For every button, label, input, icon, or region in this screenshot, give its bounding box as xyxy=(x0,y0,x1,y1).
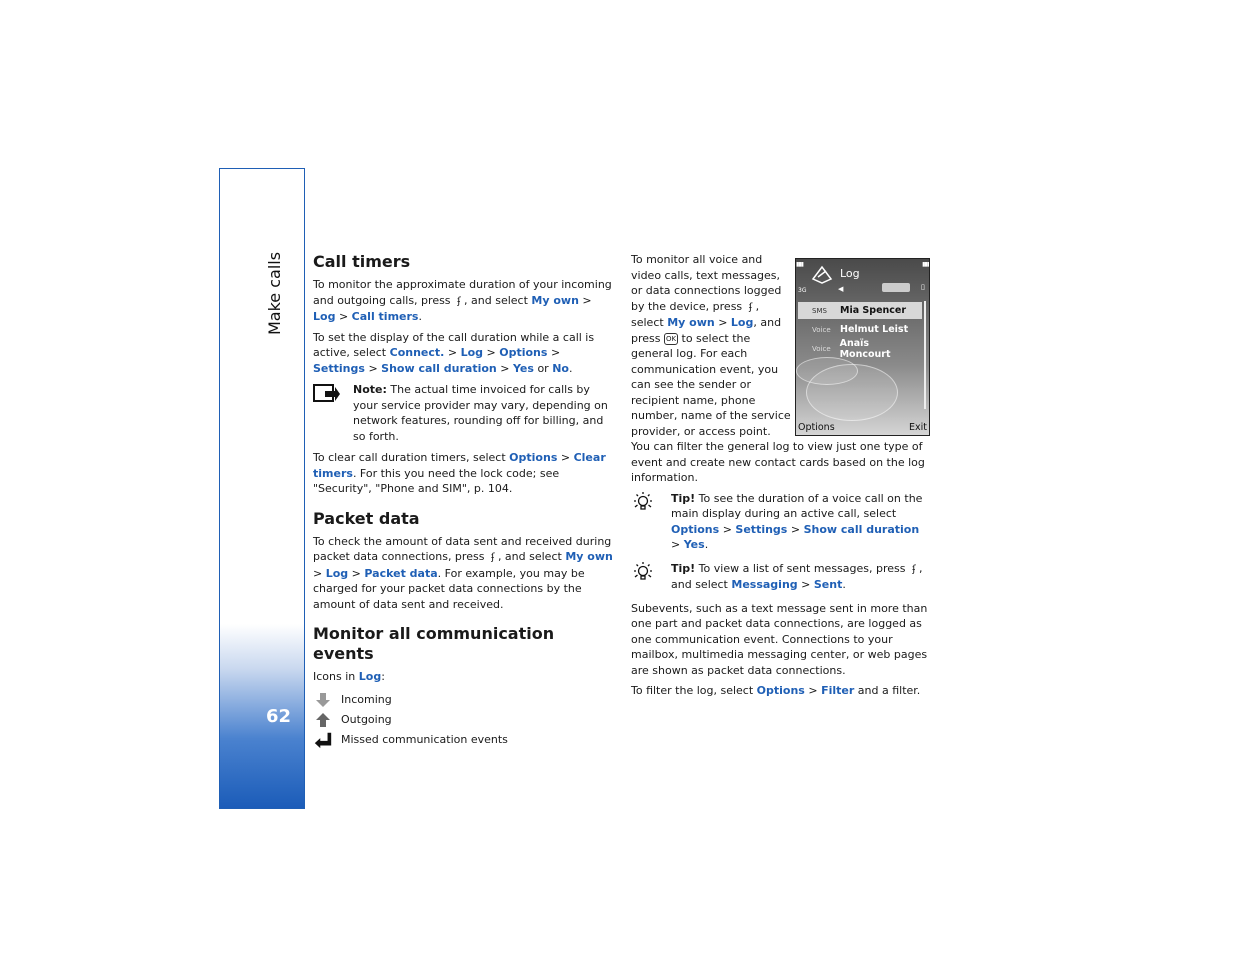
call-timers-para1 xyxy=(313,277,613,325)
subevents-para: Subevents, such as a text message sent in more than one part and packet data connections, are logged as one communication event. Connections to your mailbox, multimedia messaging center, or web pages are shown as packet data connections. xyxy=(631,601,928,677)
icon-legend-outgoing xyxy=(313,710,613,730)
text: or xyxy=(537,361,549,375)
tip-box-2 xyxy=(631,561,931,593)
separator: > xyxy=(368,361,378,375)
text: . xyxy=(704,538,709,551)
separator: > xyxy=(447,346,458,359)
link-settings[interactable]: Settings xyxy=(313,361,365,375)
link-log[interactable]: Log xyxy=(730,316,754,329)
log-app-icon xyxy=(810,265,834,285)
link-yes[interactable]: Yes xyxy=(683,538,705,551)
contact-name: Helmut Leist xyxy=(840,324,909,335)
link-connect[interactable]: Connect. xyxy=(389,346,445,359)
filter-para xyxy=(631,683,931,699)
text: , and press xyxy=(631,316,782,345)
text: , and select xyxy=(497,550,562,563)
event-type: SMS xyxy=(812,306,827,315)
text: To filter the log, select xyxy=(631,684,754,697)
link-my-own[interactable]: My own xyxy=(565,550,613,563)
text: : xyxy=(381,670,385,683)
text: To view a list of sent messages, press xyxy=(698,561,906,575)
page-number: 62 xyxy=(266,706,292,727)
left-column xyxy=(313,252,613,750)
text: , and select xyxy=(464,293,528,307)
note-icon xyxy=(313,382,343,444)
link-options[interactable]: Options xyxy=(671,522,720,536)
link-log[interactable]: Log xyxy=(325,566,349,580)
monitor-intro xyxy=(313,669,613,685)
log-row[interactable] xyxy=(798,302,922,319)
link-settings[interactable]: Settings xyxy=(735,522,788,536)
link-filter[interactable]: Filter xyxy=(821,684,855,697)
note-box xyxy=(313,382,613,444)
separator: > xyxy=(801,578,811,591)
separator: > xyxy=(671,538,681,551)
text: To check the amount of data sent and received during packet data connections, press xyxy=(313,534,612,563)
note-label: Note: xyxy=(353,383,387,396)
link-log[interactable]: Log xyxy=(358,670,382,683)
separator: > xyxy=(560,451,571,464)
text: The actual time invoiced for calls by your service provider may vary, depending on network features, rounding off for billing, and so forth. xyxy=(353,383,608,443)
tab-left-arrow-icon: ◀ xyxy=(838,285,844,293)
icon-label: Incoming xyxy=(341,692,392,706)
lightbulb-icon xyxy=(631,561,661,593)
icon-label: Missed communication events xyxy=(341,732,508,746)
chapter-title: Make calls xyxy=(265,251,284,335)
call-timers-para3 xyxy=(313,450,613,497)
text: , and select xyxy=(671,561,923,591)
link-call-timers[interactable]: Call timers xyxy=(351,310,419,323)
incoming-arrow-icon xyxy=(313,692,333,708)
text: Icons in xyxy=(313,670,356,683)
tip-label: Tip! xyxy=(671,561,696,575)
contact-name: Mia Spencer xyxy=(840,305,907,316)
link-log[interactable]: Log xyxy=(460,346,484,359)
text: and a filter. xyxy=(857,684,921,697)
link-my-own[interactable]: My own xyxy=(667,316,715,329)
menu-key-icon: ʄ xyxy=(912,563,916,575)
tip-label: Tip! xyxy=(671,491,696,505)
decorative-bubble xyxy=(796,357,858,385)
menu-key-icon: ʄ xyxy=(457,295,461,307)
text: To monitor the approximate duration of your incoming and outgoing calls, press xyxy=(313,278,612,307)
text: To see the duration of a voice call on the main display during an active call, select xyxy=(671,491,923,520)
link-messaging[interactable]: Messaging xyxy=(731,578,798,591)
separator: > xyxy=(351,566,361,580)
link-yes[interactable]: Yes xyxy=(512,361,534,375)
separator: > xyxy=(790,522,801,536)
separator: > xyxy=(722,522,732,536)
text: To clear call duration timers, select xyxy=(313,451,506,464)
icon-legend-missed xyxy=(313,730,613,750)
text: . xyxy=(418,310,422,323)
text: . xyxy=(842,578,846,591)
softkey-exit[interactable]: Exit xyxy=(909,422,927,433)
separator: > xyxy=(500,361,510,375)
contact-name: Anaïs Moncourt xyxy=(839,337,891,360)
battery-icon: ▮▮▮ xyxy=(922,261,929,268)
tip-text xyxy=(671,561,931,593)
log-row[interactable] xyxy=(798,321,922,338)
link-log[interactable]: Log xyxy=(313,310,336,323)
separator: > xyxy=(718,316,728,329)
text: . For example, you may be charged for your packet data connections by the amount of data sent and received. xyxy=(313,566,585,611)
link-options[interactable]: Options xyxy=(499,346,548,359)
text: , select xyxy=(631,299,760,329)
event-type: Voice xyxy=(812,325,831,334)
icon-label: Outgoing xyxy=(341,712,392,726)
separator: > xyxy=(313,566,323,580)
lightbulb-icon xyxy=(631,491,661,553)
heading-packet-data: Packet data xyxy=(313,508,420,528)
text: . xyxy=(568,361,573,375)
link-show-call-duration[interactable]: Show call duration xyxy=(381,361,497,375)
link-packet-data[interactable]: Packet data xyxy=(364,566,438,580)
link-no[interactable]: No xyxy=(552,361,569,375)
packet-data-para xyxy=(313,534,613,613)
outgoing-arrow-icon xyxy=(313,712,333,728)
phone-title: Log xyxy=(840,267,860,280)
event-type: Voice xyxy=(812,344,831,353)
missed-call-icon xyxy=(313,731,333,749)
tip-text xyxy=(671,491,931,553)
signal-strength-icon: ▮▮▮ xyxy=(796,261,803,268)
link-show-call-duration[interactable]: Show call duration xyxy=(803,522,920,536)
separator: > xyxy=(550,346,561,359)
tab-filter-icon xyxy=(882,283,910,292)
heading-monitor-events: Monitor all communication events xyxy=(313,624,555,663)
link-sent[interactable]: Sent xyxy=(813,578,843,591)
link-options[interactable]: Options xyxy=(509,451,558,464)
separator: > xyxy=(808,684,818,697)
icon-legend-incoming xyxy=(313,690,613,710)
network-indicator: 3G xyxy=(798,287,807,294)
link-my-own[interactable]: My own xyxy=(531,293,579,307)
text: To set the display of the call duration while a call is active, select xyxy=(313,330,595,359)
text: To monitor all voice and video calls, text messages, or data connections logged by the device, press xyxy=(631,253,782,313)
text: to select the general log. For each communication event, you can see the sender or recipient name, phone number, name of the service provider, or access point. You can filter the general log to view just one type of event and create new contact cards based on the log information. xyxy=(631,331,925,484)
softkey-options[interactable]: Options xyxy=(798,422,835,433)
log-row[interactable] xyxy=(798,337,922,360)
sidebar-band xyxy=(219,168,305,809)
link-options[interactable]: Options xyxy=(756,684,805,697)
link-clear-timers[interactable]: Clear timers xyxy=(313,451,606,480)
separator: > xyxy=(486,346,496,359)
menu-key-icon: ʄ xyxy=(748,301,753,313)
call-timers-para2 xyxy=(313,330,613,377)
scrollbar[interactable] xyxy=(924,301,926,409)
heading-call-timers: Call timers xyxy=(313,252,411,271)
menu-key-icon: ʄ xyxy=(491,552,495,563)
text: . For this you need the lock code; see "Security", "Phone and SIM", p. 104. xyxy=(313,466,560,495)
tab-right-arrow-icon: ▯ xyxy=(921,283,925,291)
ok-key-icon: OK xyxy=(665,334,677,343)
separator: > xyxy=(338,310,349,323)
tip-box-1 xyxy=(631,491,931,553)
separator: > xyxy=(582,293,592,307)
phone-screen-log xyxy=(795,258,930,436)
note-text xyxy=(353,382,613,444)
